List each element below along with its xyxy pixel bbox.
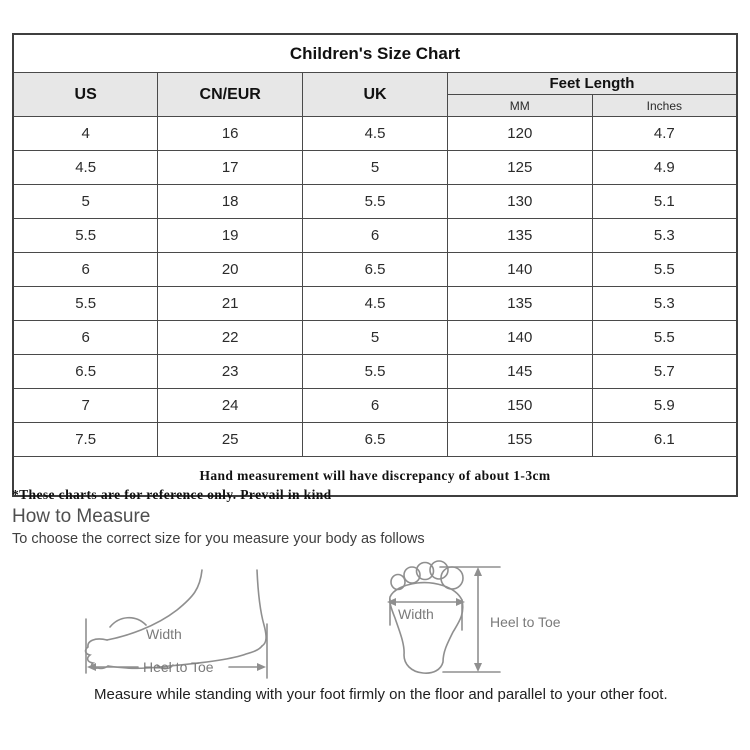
column-header-cn-eur: CN/EUR — [158, 73, 303, 117]
table-row — [13, 219, 737, 253]
table-row — [13, 321, 737, 355]
arrow-right-icon — [456, 598, 465, 606]
table-row — [13, 117, 737, 151]
table-cell: 25 — [158, 423, 303, 457]
table-cell: 145 — [447, 355, 592, 389]
table-cell: 5.9 — [592, 389, 737, 423]
width-label: Width — [398, 606, 434, 622]
table-cell: 4.7 — [592, 117, 737, 151]
table-cell: 140 — [447, 253, 592, 287]
how-to-measure-heading: How to Measure — [12, 506, 151, 527]
table-row — [13, 151, 737, 185]
table-cell: 6 — [13, 253, 158, 287]
table-cell: 5.5 — [592, 321, 737, 355]
table-cell: 140 — [447, 321, 592, 355]
table-cell: 5.5 — [13, 287, 158, 321]
table-cell: 5.5 — [13, 219, 158, 253]
table-cell: 6.1 — [592, 423, 737, 457]
table-cell: 5.5 — [592, 253, 737, 287]
table-row — [13, 389, 737, 423]
toe-circle — [391, 575, 405, 590]
table-row — [13, 355, 737, 389]
table-cell: 7 — [13, 389, 158, 423]
column-header-us: US — [13, 73, 158, 117]
table-cell: 6.5 — [13, 355, 158, 389]
table-footnote: Hand measurement will have discrepancy of about 1-3cm — [13, 457, 737, 497]
table-cell: 20 — [158, 253, 303, 287]
table-cell: 5.7 — [592, 355, 737, 389]
table-cell: 7.5 — [13, 423, 158, 457]
table-cell: 125 — [447, 151, 592, 185]
table-cell: 6 — [303, 219, 448, 253]
table-cell: 4.5 — [13, 151, 158, 185]
table-cell: 135 — [447, 219, 592, 253]
reference-note: *These charts are for reference only. Prevail in kind — [12, 487, 332, 502]
table-row — [13, 253, 737, 287]
table-cell: 5 — [303, 321, 448, 355]
width-label: Width — [146, 626, 182, 642]
table-row — [13, 423, 737, 457]
column-header-mm: MM — [447, 95, 592, 117]
table-cell: 22 — [158, 321, 303, 355]
table-cell: 17 — [158, 151, 303, 185]
table-cell: 4 — [13, 117, 158, 151]
table-cell: 6.5 — [303, 423, 448, 457]
arrow-down-icon — [474, 663, 482, 672]
table-cell: 23 — [158, 355, 303, 389]
foot-bottom-view-diagram — [383, 552, 588, 684]
heel-to-toe-label: Heel to Toe — [490, 614, 561, 630]
column-header-feet-length: Feet Length — [447, 73, 737, 95]
table-cell: 18 — [158, 185, 303, 219]
table-cell: 16 — [158, 117, 303, 151]
table-cell: 5 — [303, 151, 448, 185]
foot-side-view-diagram — [83, 553, 333, 683]
table-cell: 5.5 — [303, 355, 448, 389]
table-cell: 5.1 — [592, 185, 737, 219]
table-cell: 120 — [447, 117, 592, 151]
footprint-outline — [390, 583, 463, 674]
table-cell: 130 — [447, 185, 592, 219]
table-cell: 6 — [303, 389, 448, 423]
table-cell: 6.5 — [303, 253, 448, 287]
table-cell: 24 — [158, 389, 303, 423]
how-to-measure-subtitle: To choose the correct size for you measure your body as follows — [12, 531, 425, 547]
table-cell: 21 — [158, 287, 303, 321]
table-title: Children's Size Chart — [13, 34, 737, 73]
arrow-right-icon — [257, 663, 266, 671]
column-header-uk: UK — [303, 73, 448, 117]
table-cell: 135 — [447, 287, 592, 321]
heel-to-toe-label: Heel to Toe — [143, 659, 214, 675]
table-cell: 5.3 — [592, 219, 737, 253]
table-cell: 150 — [447, 389, 592, 423]
column-header-inches: Inches — [592, 95, 737, 117]
table-cell: 155 — [447, 423, 592, 457]
table-cell: 5.5 — [303, 185, 448, 219]
table-cell: 4.5 — [303, 287, 448, 321]
table-cell: 4.5 — [303, 117, 448, 151]
table-cell: 5 — [13, 185, 158, 219]
table-row — [13, 287, 737, 321]
table-row — [13, 185, 737, 219]
arrow-up-icon — [474, 567, 482, 576]
table-cell: 4.9 — [592, 151, 737, 185]
table-header-row — [13, 73, 737, 95]
measure-caption: Measure while standing with your foot firmly on the floor and parallel to your other foot. — [94, 686, 668, 703]
table-cell: 6 — [13, 321, 158, 355]
table-title-row — [13, 34, 737, 73]
table-body — [13, 117, 737, 457]
table-cell: 19 — [158, 219, 303, 253]
width-leader-line — [110, 618, 146, 627]
arrow-left-icon — [387, 598, 396, 606]
size-chart-table — [12, 33, 738, 497]
table-cell: 5.3 — [592, 287, 737, 321]
